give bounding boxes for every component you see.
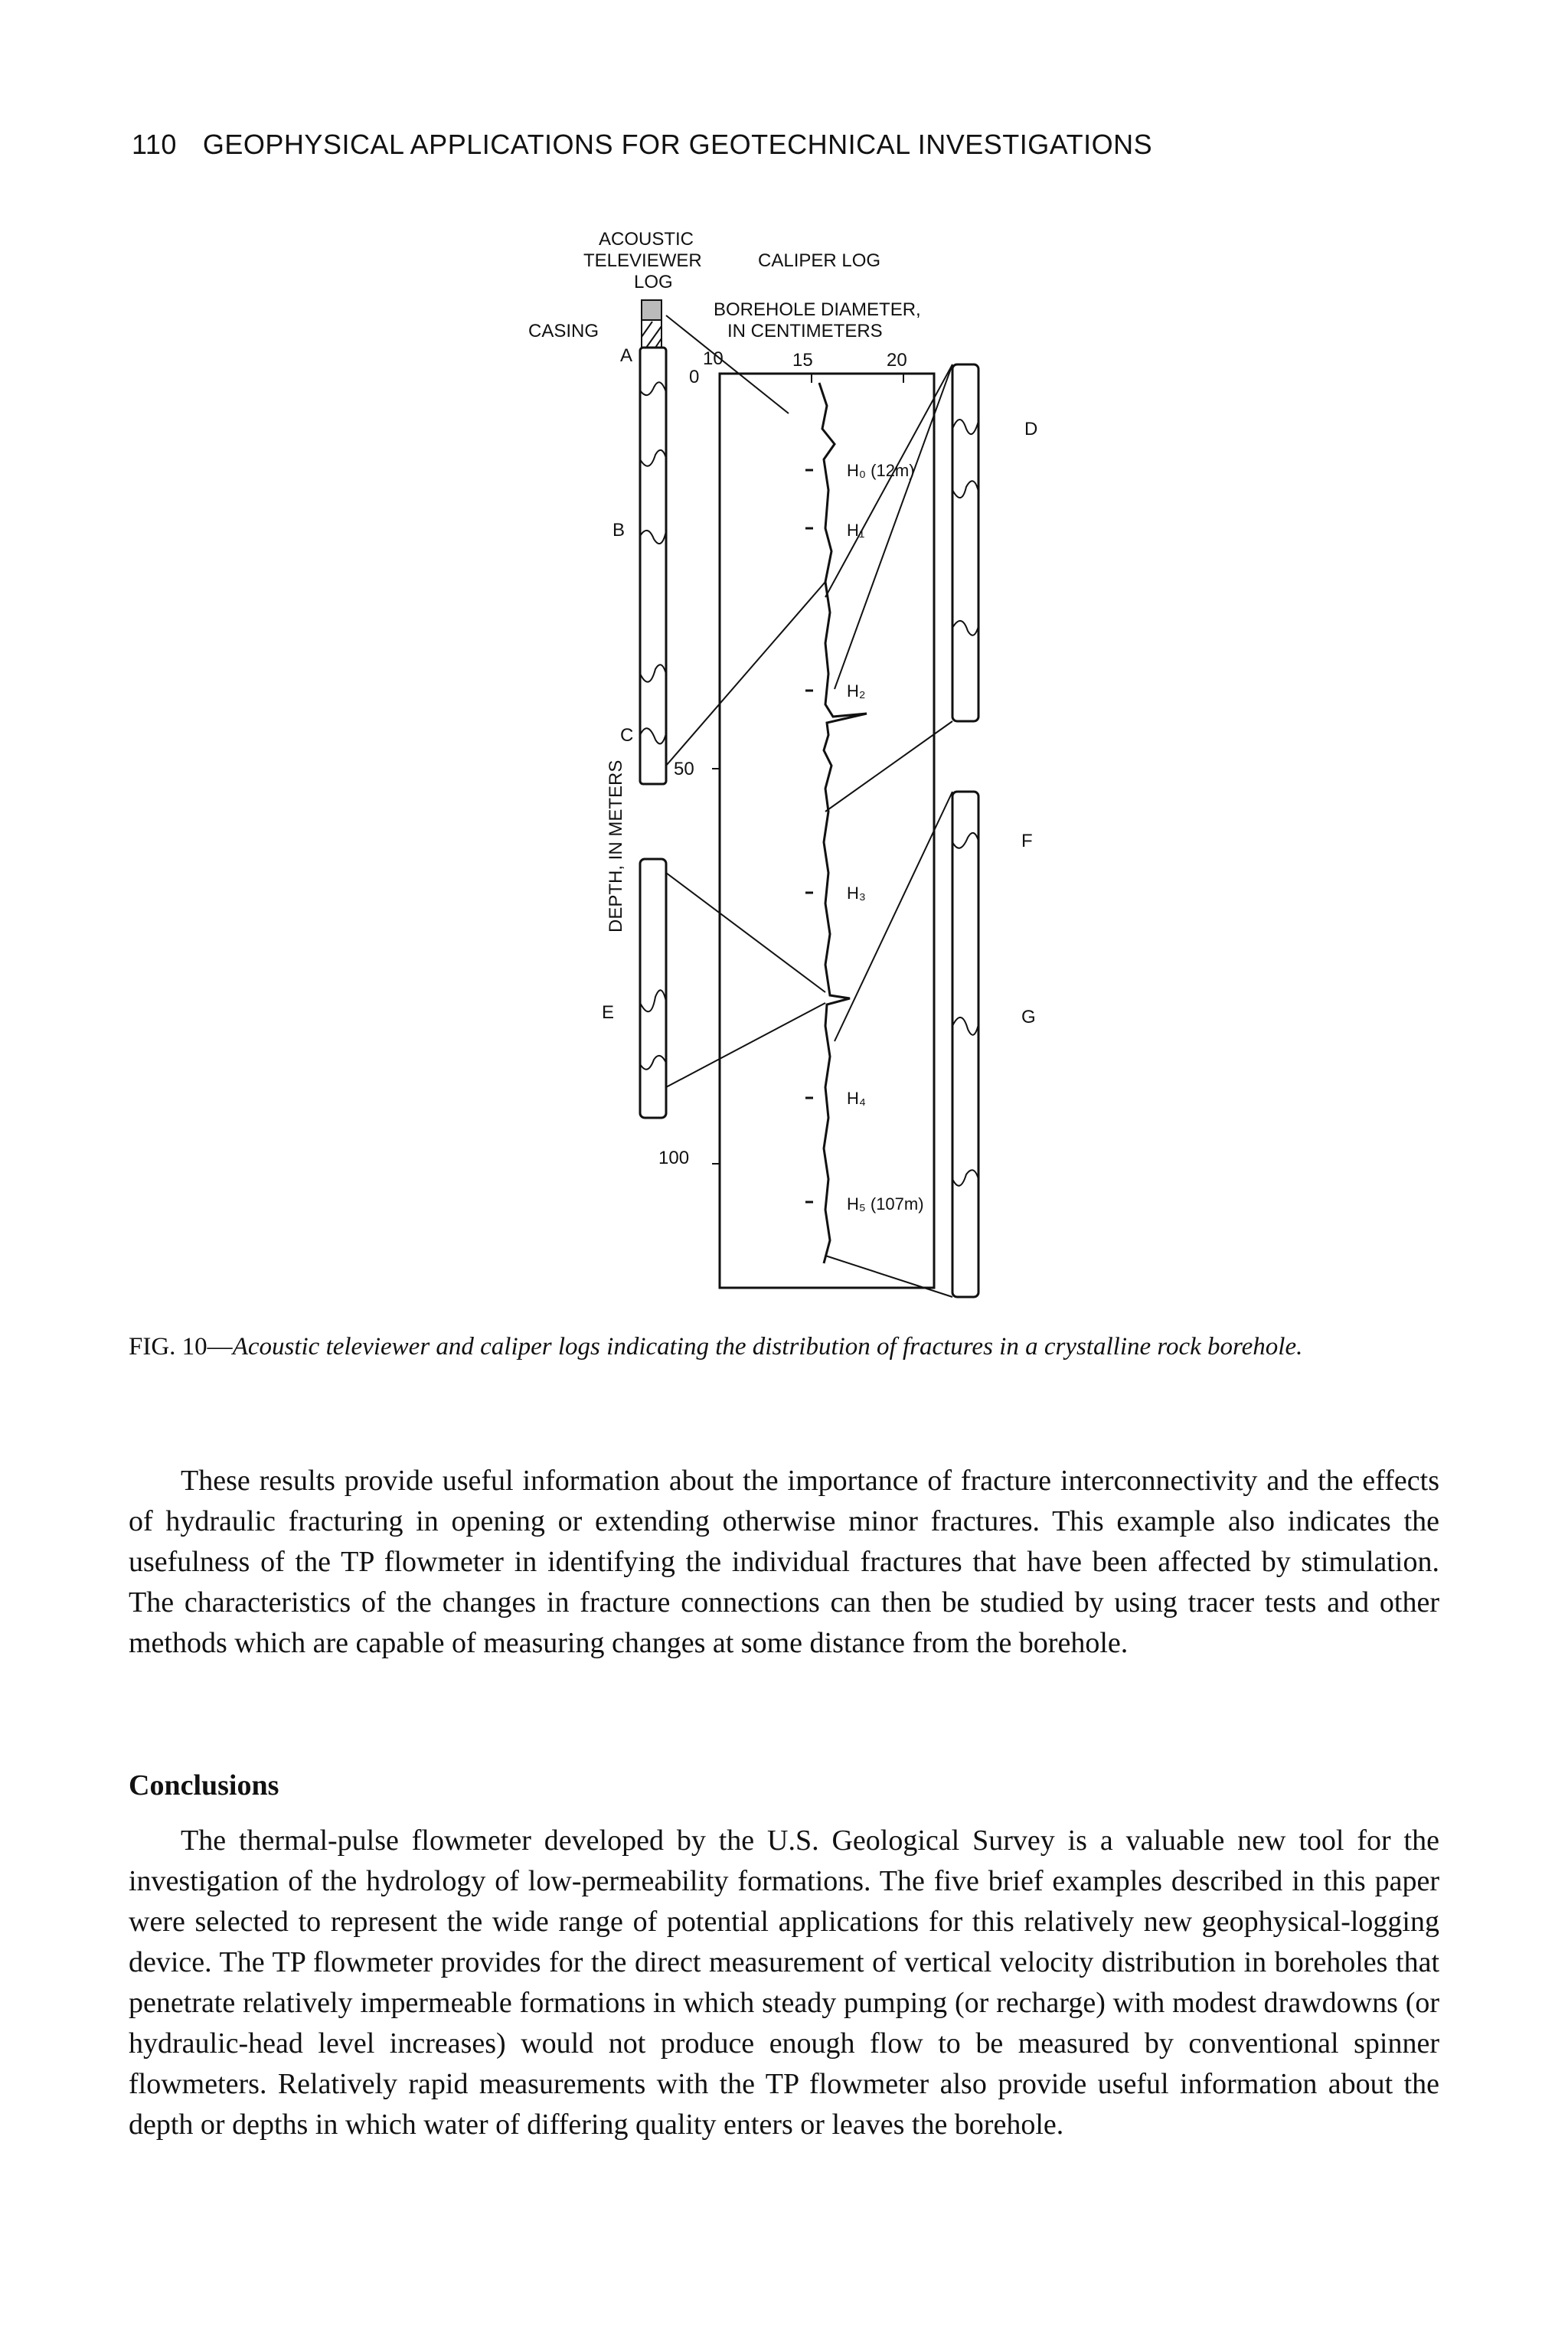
segment-label-a: A [620,345,633,366]
caliper-trace [819,383,867,1263]
label-casing: CASING [528,321,599,341]
label-in-centimeters: IN CENTIMETERS [727,321,883,341]
tick-20: 20 [887,350,907,371]
paragraph-conclusions: The thermal-pulse flowmeter developed by the U.S. Geological Survey is a valuable new tool for the investigation of the hydrology of low-permeability formations. The five brief examples described in this paper were selected to represent the wide range of potential applications for this relatively new geophysical-logging device. The TP flowmeter provides for the direct measurement of vertical velocity distribution in boreholes that penetrate relatively impermeable formations in which steady pumping (or recharge) with modest drawdowns (or hydraulic-head level increases) would not produce enough flow to be measured by conventional spinner flowmeters. Relatively rapid measurements with the TP flowmeter also provide useful information about the depth or depths in which water of differing quality enters or leaves the borehole. [129,1824,1439,2141]
depth-0: 0 [689,367,700,387]
caption-label: FIG. 10— [129,1333,233,1361]
fracture-label-h3: H₃ [847,884,866,903]
page-number: 110 [132,129,177,160]
fracture-label-h5: H₅ (107m) [847,1194,924,1214]
fracture-label-h4: H₄ [847,1089,866,1108]
segment-label-c: C [620,725,634,746]
figure-caption [129,1331,1439,1363]
televiewer-strip-right-lower [952,792,978,1297]
label-caliper-log: CALIPER LOG [758,250,881,271]
running-title: GEOPHYSICAL APPLICATIONS FOR GEOTECHNICAL INVESTIGATIONS [202,129,1153,160]
depth-axis-label: DEPTH, IN METERS [606,760,626,933]
caption-text: Acoustic televiewer and caliper logs indicating the distribution of fractures in a crystalline rock borehole. [232,1333,1303,1361]
fracture-label-h2: H₂ [847,681,866,701]
segment-label-e: E [602,1002,615,1023]
fracture-label-h1: H₁ [847,521,865,540]
depth-100: 100 [658,1148,690,1168]
segment-label-b: B [612,520,626,541]
tick-10: 10 [703,348,724,369]
section-heading-conclusions: Conclusions [129,1769,279,1802]
label-borehole-diameter: BOREHOLE DIAMETER, [714,299,921,320]
televiewer-strip-upper [640,348,666,784]
fracture-label-h0: H₀ (12m) [847,461,915,480]
casing-hatch-upper [642,300,662,320]
label-log: LOG [634,272,673,292]
televiewer-strip-lower [640,859,666,1118]
televiewer-strip-right-upper [952,364,978,721]
paragraph-results: These results provide useful information about the importance of fracture interconnectivity and the effects of hydraulic fracturing in opening or extending otherwise minor fractures. This example also indicates the usefulness of the TP flowmeter in identifying the individual fractures that have been affected by stimulation. The characteristics of the changes in fracture connections can then be studied by using tracer tests and other methods which are capable of measuring changes at some distance from the borehole. [129,1465,1439,1659]
label-acoustic: ACOUSTIC [599,229,694,250]
depth-50: 50 [674,759,694,779]
tick-15: 15 [792,350,813,371]
segment-label-g: G [1021,1007,1036,1027]
segment-label-f: F [1021,831,1033,851]
label-televiewer: TELEVIEWER [583,250,702,271]
segment-label-d: D [1024,419,1038,439]
